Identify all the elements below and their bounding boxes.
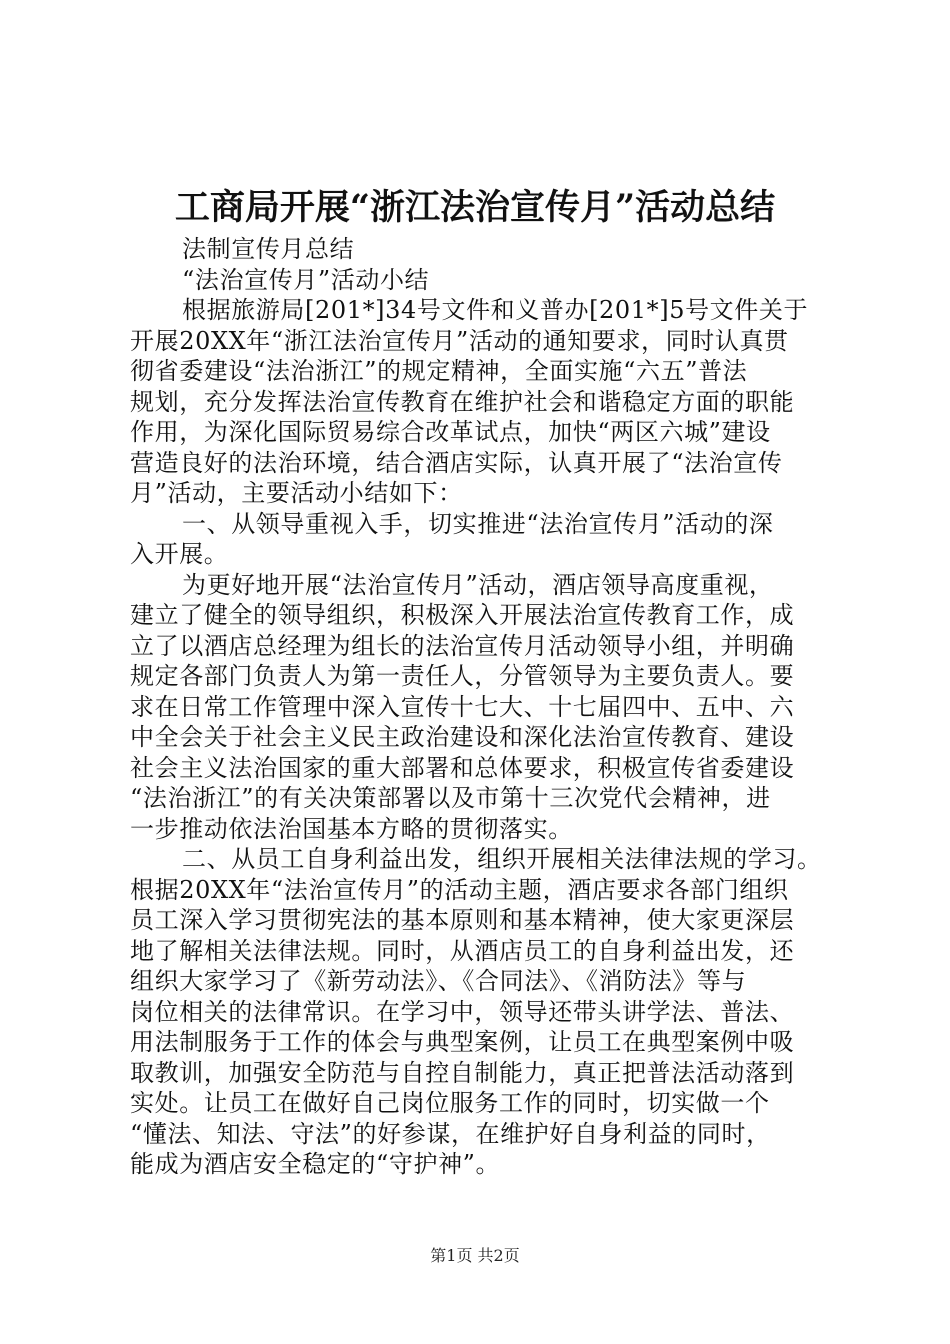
body-text-line: 建立了健全的领导组织，积极深入开展法治宣传教育工作，成 [130,601,795,629]
body-text-line: 求在日常工作管理中深入宣传十七大、十七届四中、五中、六 [130,692,795,721]
body-text-line: 根据旅游局[201*]34号文件和义普办[201*]5号文件关于 [182,296,809,324]
body-text-line: 法制宣传月总结 [182,235,355,263]
body-text-line: 营造良好的法治环境，结合酒店实际，认真开展了“法治宣传 [130,448,783,477]
body-text-line: 规定各部门负责人为第一责任人，分管领导为主要负责人。要 [130,662,795,690]
body-text-line: 入开展。 [130,540,229,568]
body-text-line: 一步推动依法治国基本方略的贯彻落实。 [130,814,573,843]
body-text-line: 根据20XX年“法治宣传月”的活动主题，酒店要求各部门组织 [130,875,789,904]
body-text-line: 中全会关于社会主义民主政治建设和深化法治宣传教育、建设 [130,723,795,751]
body-text-line: 为更好地开展“法治宣传月”活动，酒店领导高度重视， [182,570,774,599]
body-text-line: 作用，为深化国际贸易综合改革试点，加快“两区六城”建设 [130,418,771,446]
body-text-line: 一、从领导重视入手，切实推进“法治宣传月”活动的深 [182,509,774,538]
body-text-line: “法治浙江”的有关决策部署以及市第十三次党代会精神，进 [130,784,771,812]
body-text-line: 彻省委建设“法治浙江”的规定精神，全面实施“六五”普法 [130,357,748,385]
body-text-line: 立了以酒店总经理为组长的法治宣传月活动领导小组，并明确 [130,631,795,660]
body-text-line: “懂法、知法、守法”的好参谋，在维护好自身利益的同时， [130,1119,771,1148]
body-text-line: 规划，充分发挥法治宣传教育在维护社会和谐稳定方面的职能 [130,387,795,416]
body-text-line: 用法制服务于工作的体会与典型案例，让员工在典型案例中吸 [130,1028,795,1056]
body-text-line: “法治宣传月”活动小结 [182,265,430,294]
body-text-line: 地了解相关法律法规。同时，从酒店员工的自身利益出发，还 [130,936,795,965]
page-footer: 第1页 共2页 [430,1246,520,1265]
body-text-line: 能成为酒店安全稳定的“守护神”。 [130,1150,501,1178]
body-text-line: 组织大家学习了《新劳动法》、《合同法》、《消防法》等与 [130,967,747,995]
body-text-line: 实处。让员工在做好自己岗位服务工作的同时，切实做一个 [130,1089,770,1117]
body-text-line: 员工深入学习贯彻宪法的基本原则和基本精神，使大家更深层 [130,906,795,934]
body-text-line: 开展20XX年“浙江法治宣传月”活动的通知要求，同时认真贯 [130,326,789,355]
body-text-line: 月”活动，主要活动小结如下： [130,479,463,507]
document-title: 工商局开展“浙江法治宣传月”活动总结 [174,187,776,228]
body-text-line: 取教训，加强安全防范与自控自制能力，真正把普法活动落到 [130,1058,795,1087]
document-body [130,234,836,1180]
body-text-line: 岗位相关的法律常识。在学习中，领导还带头讲学法、普法、 [130,997,795,1026]
body-text-line: 二、从员工自身利益出发，组织开展相关法律法规的学习。 [182,845,822,873]
body-text-line: 社会主义法治国家的重大部署和总体要求，积极宣传省委建设 [130,753,795,782]
